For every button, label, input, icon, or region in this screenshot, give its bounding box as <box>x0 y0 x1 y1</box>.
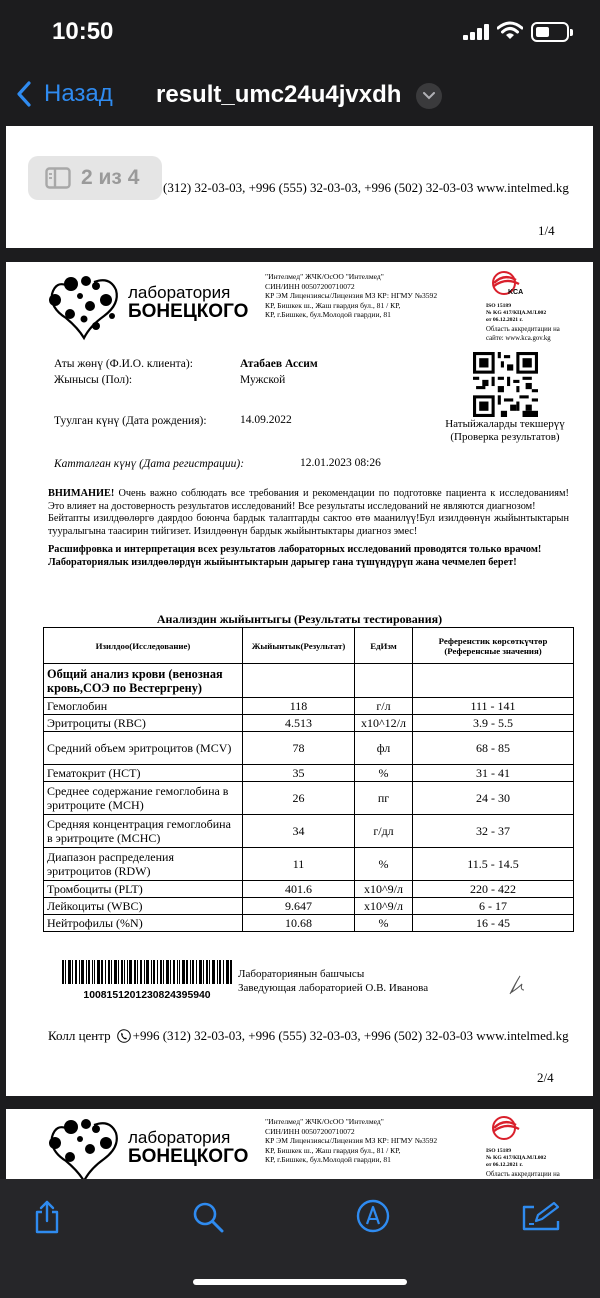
kca-line: от 06.12.2021 г. <box>486 1162 523 1168</box>
test-value: 11 <box>243 848 355 881</box>
test-value: 4.513 <box>243 715 355 732</box>
table-row <box>44 848 574 881</box>
org-line: КР, г.Бишкек, бул.Молодой гвардии, 81 <box>265 1155 391 1164</box>
page-indicator <box>28 156 162 200</box>
results-header-row <box>44 628 574 664</box>
sex-value: Мужской <box>240 374 286 386</box>
barcode <box>62 960 232 1001</box>
test-name: Гематокрит (HCT) <box>44 765 243 782</box>
col-header: Жыйынтык(Результат) <box>243 628 355 664</box>
reg-value: 12.01.2023 08:26 <box>300 457 381 469</box>
lab-logo-icon <box>46 1115 126 1179</box>
test-unit: г/л <box>355 698 413 715</box>
lab-logo-icon <box>46 272 126 344</box>
table-row <box>44 765 574 782</box>
back-label: Назад <box>44 80 113 107</box>
qr-caption-line: Натыйжаларды текшерүү <box>445 418 565 430</box>
warning-block <box>48 488 569 569</box>
kca-line: № KG 417/КЦА.МЛ.002 <box>486 310 547 316</box>
barcode-bars <box>62 960 232 984</box>
sidebar-icon <box>45 167 71 189</box>
logo-line-1: лаборатория <box>128 1128 231 1147</box>
test-ref: 111 - 141 <box>413 698 574 715</box>
reg-label: Катталган күнү (Дата регистрации): <box>54 458 245 470</box>
table-row <box>44 698 574 715</box>
test-value: 9.647 <box>243 898 355 915</box>
call-center-numbers[interactable]: +996 (312) 32-03-03, +996 (555) 32-03-03, +996 (502) 32-03-03 www.intelmed.kg <box>132 1028 569 1043</box>
test-ref: 11.5 - 14.5 <box>413 848 574 881</box>
test-ref: 16 - 45 <box>413 915 574 932</box>
table-row <box>44 815 574 848</box>
group-row <box>44 664 574 698</box>
test-unit: пг <box>355 782 413 815</box>
name-value: Атабаев Ассим <box>240 358 318 370</box>
back-button[interactable] <box>16 80 113 108</box>
logo-line-2: БОНЕЦКОГО <box>128 301 249 322</box>
org-line: КР, Бишкек ш., Жаш гвардия бул., 81 / КР, <box>265 1145 401 1155</box>
page1-number: 1/4 <box>538 223 555 238</box>
col-header: Референстик көрсөткүчтөр (Референсные значения) <box>413 628 574 664</box>
test-name: Диапазон распределения эритроцитов (RDW) <box>44 848 243 881</box>
results-table <box>43 627 574 932</box>
search-icon[interactable] <box>192 1201 224 1233</box>
test-name: Гемоглобин <box>44 698 243 715</box>
col-header: ЕдИзм <box>355 628 413 664</box>
test-name: Среднее содержание гемоглобина в эритроците (MCH) <box>44 782 243 815</box>
call-center <box>48 1028 569 1044</box>
test-unit: % <box>355 848 413 881</box>
test-ref: 32 - 37 <box>413 815 574 848</box>
test-name: Лейкоциты (WBC) <box>44 898 243 915</box>
test-ref: 24 - 30 <box>413 782 574 815</box>
sex-label: Жынысы (Пол): <box>54 374 133 386</box>
org-details <box>265 1117 437 1165</box>
kca-line: ISO 15189 <box>486 303 512 309</box>
org-line: "Интелмед" ЖЧК/ОсОО "Интелмед" <box>265 1117 384 1126</box>
org-line: КР ЭМ Лицензиясы/Лицензия МЗ КР: НГМУ №3592 <box>265 291 438 300</box>
org-line: КР ЭМ Лицензиясы/Лицензия МЗ КР: НГМУ №3592 <box>265 1136 438 1145</box>
pdf-page-3 <box>6 1109 593 1179</box>
page1-contact: (312) 32-03-03, +996 (555) 32-03-03, +996 (502) 32-03-03 www.intelmed.kg <box>163 180 569 195</box>
logo-line-1: лаборатория <box>128 283 231 302</box>
test-name: Средняя концентрация гемоглобина в эритроците (MCHC) <box>44 815 243 848</box>
table-row <box>44 915 574 932</box>
kca-note <box>486 1171 566 1179</box>
warning-bold-ru: Расшифровка и интерпретация всех результатов лабораторных исследований проводятся только врачом! <box>48 544 542 555</box>
test-value: 401.6 <box>243 881 355 898</box>
dob-label: Туулган күнү (Дата рождения): <box>54 415 207 427</box>
table-row <box>44 732 574 765</box>
document-title[interactable]: result_umc24u4jvxdh <box>156 81 402 108</box>
test-value: 35 <box>243 765 355 782</box>
sign-line: Лабораториянын башчысы <box>238 968 365 980</box>
warning-text-ky: Бейтапты изилдөөлөргө даярдоо боюнча бардык талаптарды сактоо өтө маанилүү!Бул изилдөөнүн жыйынтыктарын тууралыгына таасирин тийгизет. Изилдөөнүн бардык жыйынтыктары диагноз эмес! <box>48 513 569 537</box>
kca-accreditation <box>486 270 566 343</box>
warning-bold-ky: Лабораториялык изилдөөлөрдүн жыйынтыктарын дарыгер гана түшүндүрүп жана чечмелеп берет! <box>48 556 517 568</box>
page-indicator-label: 2 из 4 <box>81 166 140 189</box>
warning-head: ВНИМАНИЕ! <box>48 488 115 499</box>
logo-line-2: БОНЕЦКОГО <box>128 1146 249 1167</box>
test-value: 118 <box>243 698 355 715</box>
wifi-icon <box>497 21 523 41</box>
dob-value: 14.09.2022 <box>240 414 292 426</box>
test-name: Эритроциты (RBC) <box>44 715 243 732</box>
org-line: КР, Бишкек ш., Жаш гвардия бул., 81 / КР, <box>265 300 401 310</box>
chevron-down-icon <box>423 92 435 100</box>
kca-note-line: Область аккредитации на <box>486 1171 560 1178</box>
test-unit: % <box>355 915 413 932</box>
phone-icon <box>117 1029 131 1043</box>
name-label: Аты жөнү (Ф.И.О. клиента): <box>54 358 193 370</box>
table-row <box>44 715 574 732</box>
test-value: 10.68 <box>243 915 355 932</box>
org-line: "Интелмед" ЖЧК/ОсОО "Интелмед" <box>265 272 384 281</box>
test-ref: 3.9 - 5.5 <box>413 715 574 732</box>
kca-logo-icon <box>486 270 526 296</box>
lab-logo-text <box>128 1129 248 1166</box>
svg-text:KCA: KCA <box>508 289 524 296</box>
lab-logo-text <box>128 284 248 321</box>
test-unit: фл <box>355 732 413 765</box>
lab-head-signature-block <box>238 967 428 995</box>
nav-bar <box>0 64 600 126</box>
kca-note <box>486 326 566 343</box>
barcode-number: 10081512012308243959​40 <box>83 990 211 1001</box>
table-row <box>44 881 574 898</box>
kca-note-line: сайте: www.kca.gov.kg <box>486 334 551 342</box>
kca-line: № KG 417/КЦА.МЛ.002 <box>486 1155 547 1161</box>
edit-icon[interactable] <box>520 1201 566 1233</box>
test-value: 78 <box>243 732 355 765</box>
test-ref: 6 - 17 <box>413 898 574 915</box>
test-unit: x10^12/л <box>355 715 413 732</box>
status-time: 10:50 <box>52 18 114 45</box>
page2-number: 2/4 <box>537 1070 554 1085</box>
warning-text-ru: Очень важно соблюдать все требования и рекомендации по подготовке пациента к исследованиям! Это влияет на достоверность результатов исследований! Все результаты исследований не являются диагнозом! <box>48 488 569 512</box>
pdf-page-2 <box>6 262 593 1096</box>
kca-accreditation <box>486 1115 566 1179</box>
call-center-label: Колл центр <box>48 1028 111 1043</box>
markup-icon[interactable] <box>356 1199 390 1233</box>
kca-logo-icon <box>486 1115 526 1141</box>
test-ref: 68 - 85 <box>413 732 574 765</box>
test-name: Средний объем эритроцитов (MCV) <box>44 732 243 765</box>
title-menu-button[interactable] <box>416 83 442 109</box>
kca-line: ISO 15189 <box>486 1148 512 1154</box>
org-line: СИН/ИНН 00507200710072 <box>265 281 355 291</box>
kca-line: от 06.12.2021 г. <box>486 317 523 323</box>
status-bar <box>0 0 600 64</box>
kca-cert <box>486 303 566 324</box>
group-name: Общий анализ крови (венозная кровь,СОЭ по Вестергрену) <box>44 664 243 698</box>
table-row <box>44 898 574 915</box>
home-indicator <box>193 1279 407 1285</box>
sign-line: Заведующая лабораторией О.В. Иванова <box>238 982 429 994</box>
results-title: Анализдин жыйынтыгы (Результаты тестирования) <box>156 612 443 626</box>
test-unit: г/дл <box>355 815 413 848</box>
chevron-left-icon <box>16 81 32 107</box>
qr-caption-line: (Проверка результатов) <box>450 431 560 443</box>
test-ref: 220 - 422 <box>413 881 574 898</box>
org-line: СИН/ИНН 00507200710072 <box>265 1126 355 1136</box>
battery-icon <box>531 22 569 42</box>
share-icon[interactable] <box>32 1199 62 1235</box>
kca-cert <box>486 1148 566 1169</box>
org-line: КР, г.Бишкек, бул.Молодой гвардии, 81 <box>265 310 391 319</box>
qr-code-icon[interactable] <box>473 352 538 417</box>
col-header: Изилдоо(Исследование) <box>44 628 243 664</box>
signature-icon <box>502 972 530 998</box>
test-unit: x10^9/л <box>355 898 413 915</box>
test-name: Нейтрофилы (%N) <box>44 915 243 932</box>
test-unit: x10^9/л <box>355 881 413 898</box>
table-row <box>44 782 574 815</box>
test-value: 26 <box>243 782 355 815</box>
test-value: 34 <box>243 815 355 848</box>
test-unit: % <box>355 765 413 782</box>
test-name: Тромбоциты (PLT) <box>44 881 243 898</box>
org-details <box>265 272 437 320</box>
test-ref: 31 - 41 <box>413 765 574 782</box>
kca-note-line: Область аккредитации на <box>486 326 560 333</box>
cellular-signal-icon <box>463 24 491 40</box>
qr-caption <box>434 418 576 444</box>
